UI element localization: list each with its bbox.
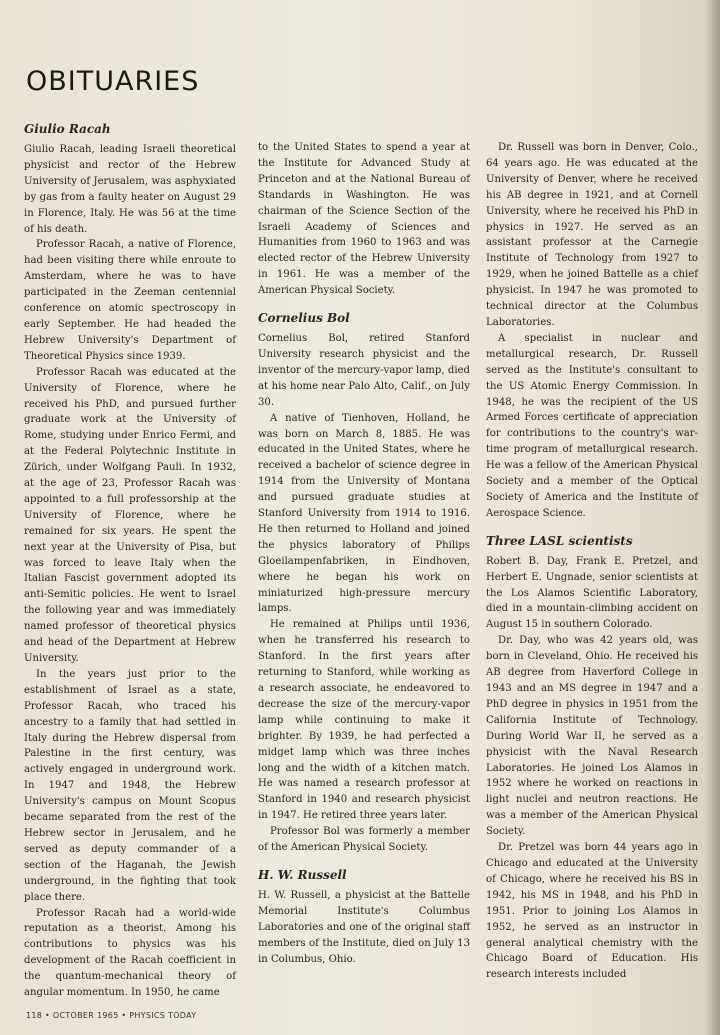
obituary-heading-racah: Giulio Racah bbox=[24, 122, 111, 136]
paragraph: Robert B. Day, Frank E. Pretzel, and Herbert E. Ungnade, senior scientists at the Los Alamos Scientific Laboratory, died in a mountain-climbing accident on August 15 in southern Colorado. bbox=[486, 555, 698, 631]
paragraph: Dr. Day, who was 42 years old, was born in Cleveland, Ohio. He received his AB degree from Haverford College in 1943 and an MS degree in 1947 and a PhD degree in physics in 1951 from the California Institute of Technology. During World War II, he served as a physicist with the Naval Research Laboratories. He joined Los Alamos in 1952 where he worked on reactions in light nuclei and neutron reactions. He was a member of the American Physical Society. bbox=[486, 635, 698, 838]
paragraph: Dr. Russell was born in Denver, Colo., 64 years ago. He was educated at the University of Denver, where he received his AB degree in 1921, and at Cornell University, where he received his PhD in physics in 1927. He served as an assistant professor at the Carnegie Institute of Technology from 1927 to 1929, when he joined Battelle as a chief physicist. In 1947 he was promoted to technical director at the Columbus Laboratories. bbox=[486, 142, 698, 328]
obituary-heading-bol: Cornelius Bol bbox=[258, 311, 350, 326]
paragraph: Dr. Pretzel was born 44 years ago in Chicago and educated at the University of Chicago, where he received his BS in 1942, his MS in 1948, and his PhD in 1951. Prior to joining Los Alamos in 1952, he served as an instructor in general analytical chemistry with the Chicago Board of Education. His research interests included bbox=[486, 842, 698, 981]
paragraph: Professor Racah was educated at the University of Florence, where he received his PhD, and pursued further graduate work at the University of Rome, studying under Enrico Fermi, and at the Federal Polytechnic Institute in Zürich, under Wolfgang Pauli. In 1932, at the age of 23, Professor Racah was appointed to a full professorship at the University of Florence, where he remained for six years. He spent the next year at the University of Pisa, but was forced to leave Italy when the Italian Fascist government adopted its anti-Semitic policies. He went to Israel the following year and was immediately named professor of theoretical physics and head of the Department at Hebrew University. bbox=[24, 366, 236, 664]
page-edge-shadow bbox=[704, 0, 720, 1035]
paragraph: A native of Tienhoven, Holland, he was born on March 8, 1885. He was educated in the United States, where he received a bachelor of science degree in 1914 from the University of Montana and pursued graduate studies at Stanford University from 1914 to 1916. He then returned to Holland and joined the physics laboratory of Philips Gloeilampenfabriken, in Eindhoven, where he began his work on miniaturized high-pressure mercury lamps. bbox=[258, 412, 470, 615]
paragraph: Giulio Racah, leading Israeli theoretical physicist and rector of the Hebrew University of Jerusalem, was asphyxiated by gas from a faulty heater on August 29 in Florence, Italy. He was 56 at the time of his death. bbox=[24, 144, 236, 235]
paragraph: In the years just prior to the establishment of Israel as a state, Professor Racah, who traced his ancestry to a family that had settled in Italy during the Hebrew dispersal from Palestine in the first century, was actively engaged in underground work. In 1947 and 1948, the Hebrew University's campus on Mount Scopus became separated from the rest of the Hebrew sector in Jerusalem, and he served as deputy commander of a section of the Haganah, the Jewish underground, in the fighting that took place there. bbox=[24, 668, 236, 903]
page-title: OBITUARIES bbox=[26, 66, 200, 97]
column-3 bbox=[486, 140, 698, 983]
paragraph: A specialist in nuclear and metallurgical research, Dr. Russell served as the Institute's consultant to the US Atomic Energy Commission. In 1948, he was the recipient of the US Armed Forces certificate of appreciation for contributions to the country's war-time program of metallurgical research. He was a fellow of the American Physical Society and a member of the Optical Society of America and the Institute of Aerospace Science. bbox=[486, 332, 698, 519]
paragraph: Professor Bol was formerly a member of the American Physical Society. bbox=[258, 826, 470, 854]
paragraph: Professor Racah, a native of Florence, had been visiting there while enroute to Amsterdam, where he was to have participated in the Zeeman centennial conference on atomic spectroscopy in early September. He had headed the Hebrew University's Department of Theoretical Physics since 1939. bbox=[24, 239, 236, 362]
paragraph: He remained at Philips until 1936, when he transferred his research to Stanford. In the first years after returning to Stanford, while working as a research associate, he endeavored to decrease the size of the mercury-vapor lamp while continuing to make it brighter. By 1939, he had perfected a midget lamp which was three inches long and the width of a kitchen match. He was named a research professor at Stanford in 1940 and research physicist in 1947. He retired three years later. bbox=[258, 619, 470, 822]
obituary-heading-russell: H. W. Russell bbox=[258, 867, 347, 882]
column-2 bbox=[258, 140, 470, 968]
paragraph: to the United States to spend a year at the Institute for Advanced Study at Princeton and at the National Bureau of Standards in Washington. He was chairman of the Science Section of the Israeli Academy of Sciences and Humanities from 1960 to 1963 and was elected rector of the Hebrew University in 1961. He was a member of the American Physical Society. bbox=[258, 142, 470, 297]
paragraph: H. W. Russell, a physicist at the Battelle Memorial Institute's Columbus Laboratories and one of the original staff members of the Institute, died on July 13 in Columbus, Ohio. bbox=[258, 889, 470, 965]
obituary-heading-lasl: Three LASL scientists bbox=[486, 533, 633, 548]
column-1 bbox=[24, 122, 236, 1001]
page-footer: 118 • OCTOBER 1965 • PHYSICS TODAY bbox=[26, 1011, 197, 1020]
paragraph: Professor Racah had a world-wide reputation as a theorist. Among his contributions to physics was his development of the Racah coefficient in the quantum-mechanical theory of angular momentum. In 1950, he came bbox=[24, 907, 236, 999]
paragraph: Cornelius Bol, retired Stanford University research physicist and the inventor of the mercury-vapor lamp, died at his home near Palo Alto, Calif., on July 30. bbox=[258, 333, 470, 408]
